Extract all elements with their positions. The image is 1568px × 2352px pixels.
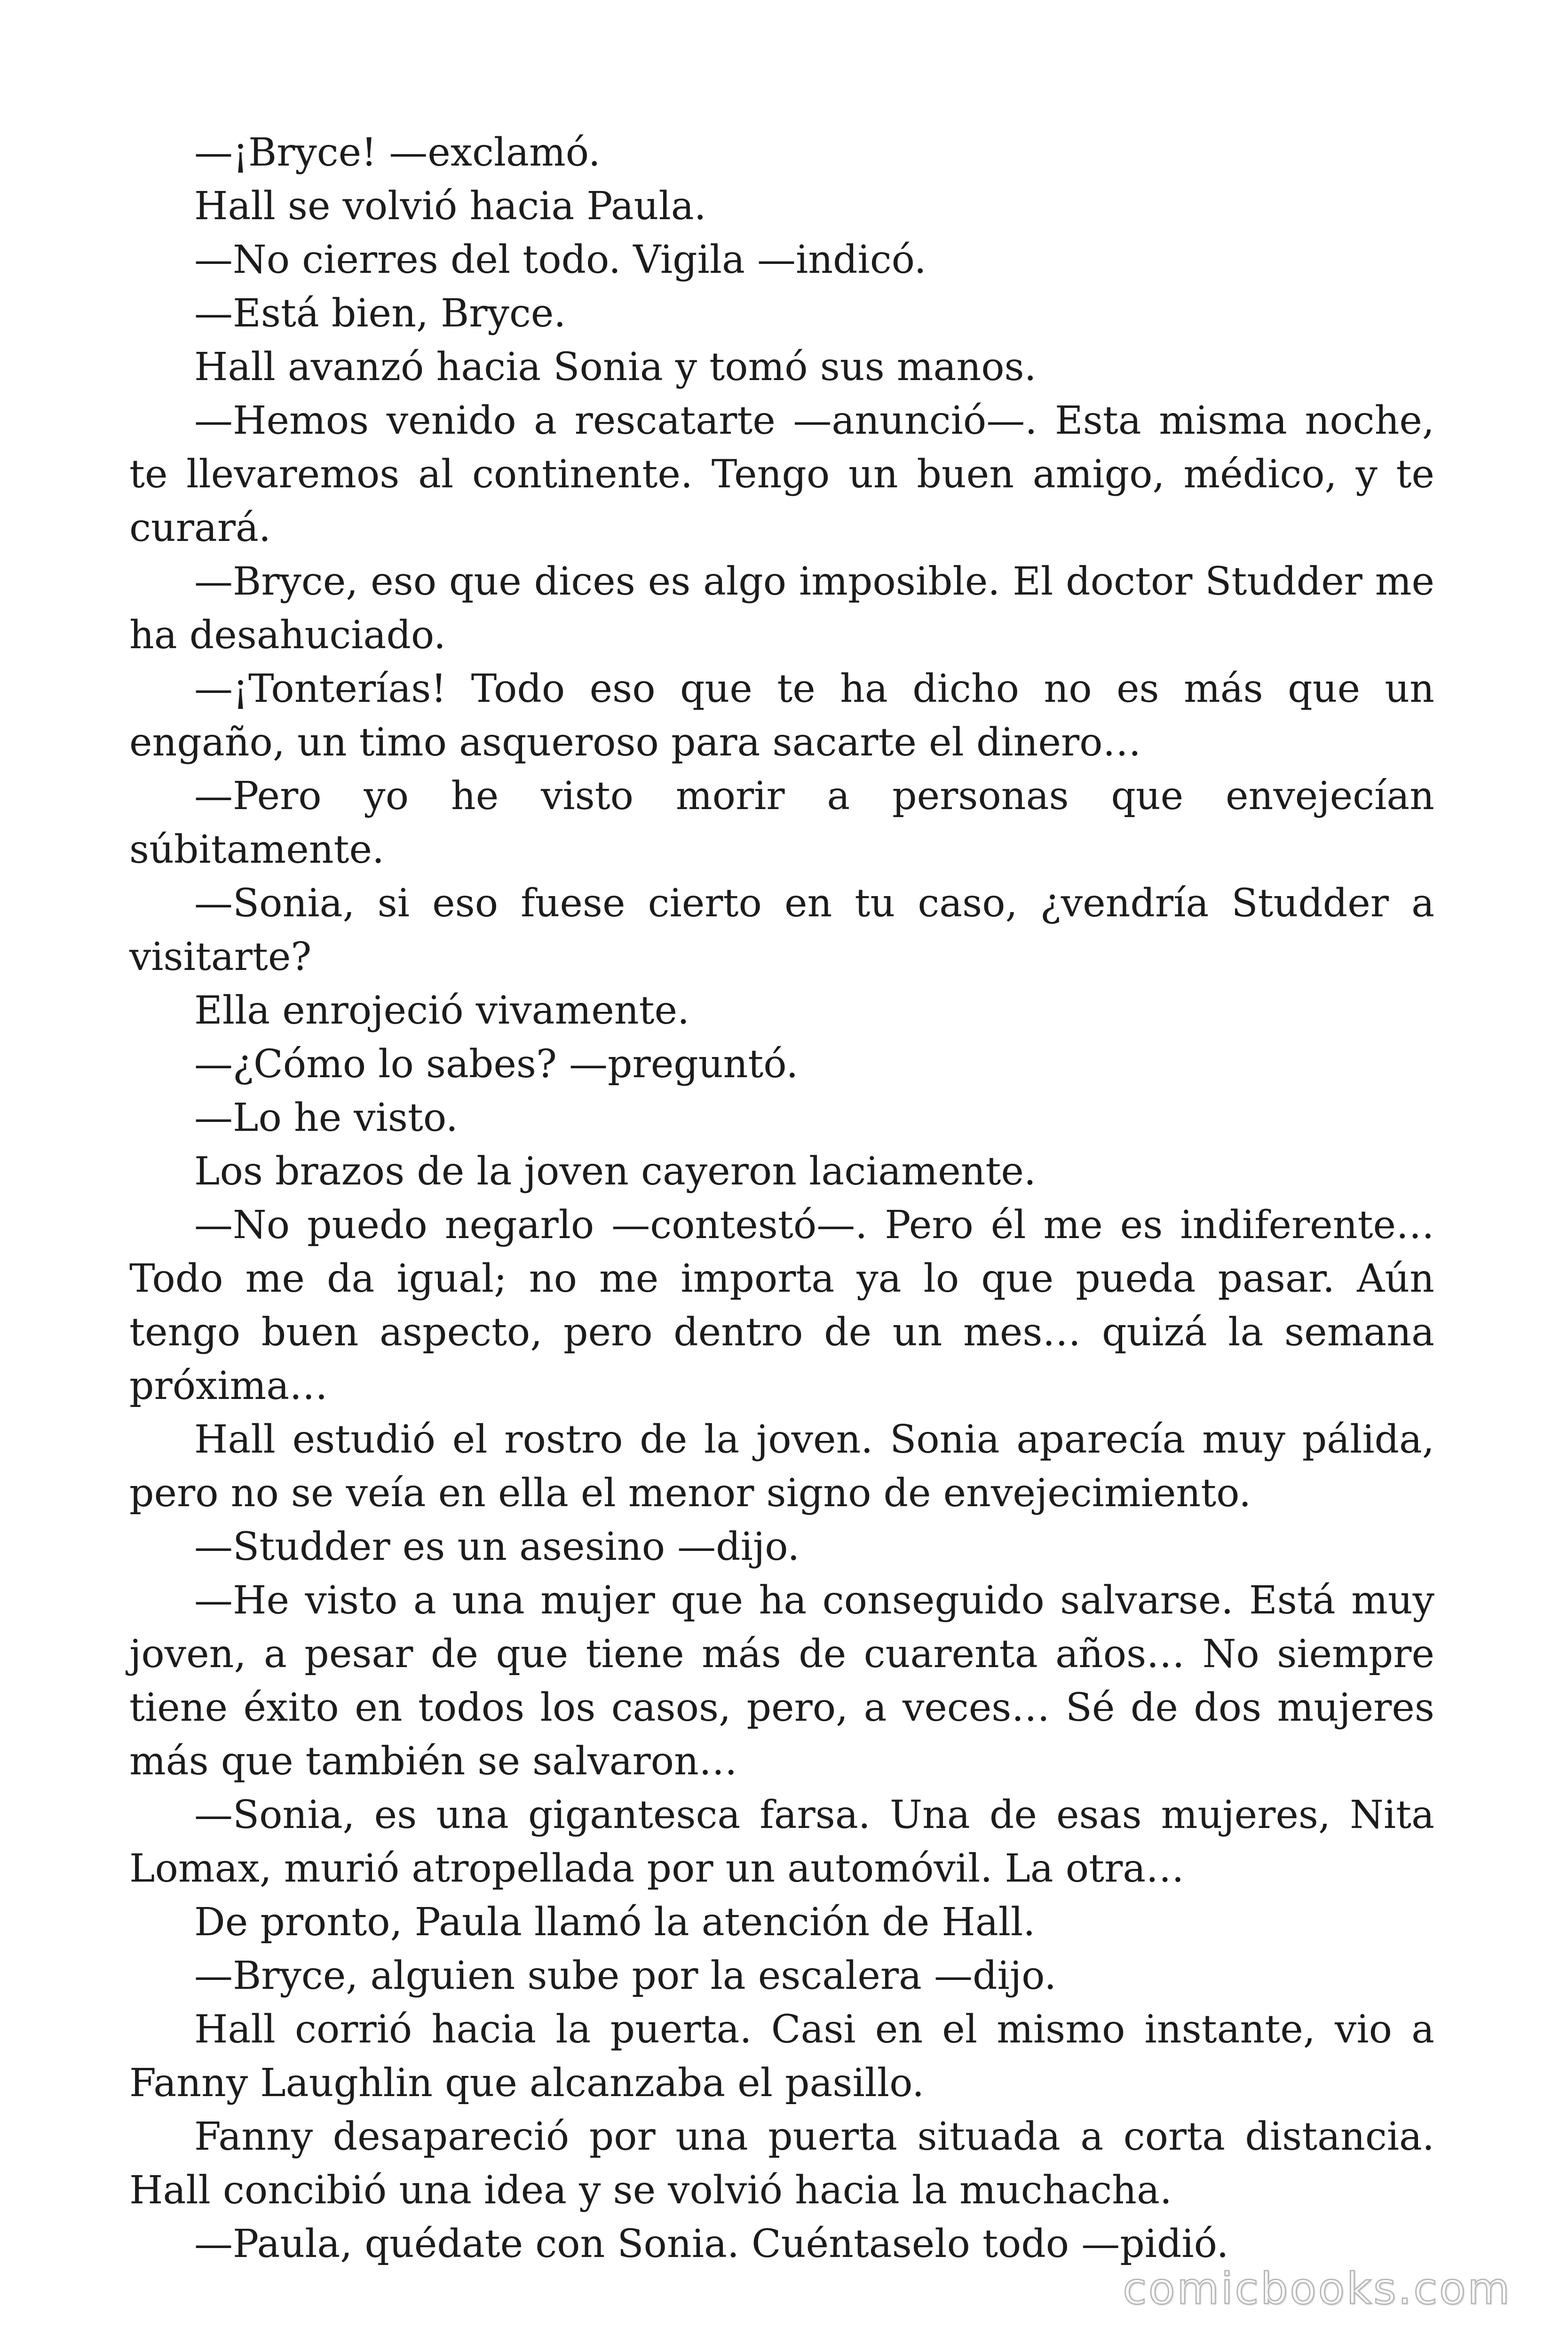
paragraph: —Studder es un asesino —dijo.	[194, 1525, 800, 1569]
paragraph: —¿Cómo lo sabes? —preguntó.	[194, 1042, 799, 1087]
paragraph: Hall estudió el rostro de la joven. Sonia aparecía muy pálida, pero no se veía en ella el menor signo de envejecimiento.	[129, 1417, 1434, 1516]
paragraph: —¡Bryce! —exclamó.	[194, 130, 601, 175]
watermark: comicbooks.com	[1123, 2264, 1512, 2314]
paragraph: Hall corrió hacia la puerta. Casi en el mismo instante, vio a Fanny Laughlin que alcanzaba el pasillo.	[129, 2007, 1434, 2106]
paragraph: —Lo he visto.	[194, 1096, 458, 1140]
paragraph: —Sonia, si eso fuese cierto en tu caso, ¿vendría Studder a visitarte?	[129, 881, 1434, 979]
paragraph: —Pero yo he visto morir a personas que envejecían súbitamente.	[129, 774, 1434, 872]
paragraph: —No cierres del todo. Vigila —indicó.	[194, 238, 927, 282]
paragraph: Fanny desapareció por una puerta situada a corta distancia. Hall concibió una idea y se volvió hacia la muchacha.	[129, 2114, 1434, 2213]
paragraph: —Sonia, es una gigantesca farsa. Una de esas mujeres, Nita Lomax, murió atropellada por un automóvil. La otra…	[129, 1793, 1434, 1891]
paragraph: Ella enrojeció vivamente.	[194, 988, 690, 1033]
paragraph: Hall avanzó hacia Sonia y tomó sus manos.	[194, 345, 1037, 389]
paragraph: Hall se volvió hacia Paula.	[194, 184, 706, 229]
paragraph: —Hemos venido a rescatarte —anunció—. Esta misma noche, te llevaremos al continente. Tengo un buen amigo, médico, y te curará.	[129, 398, 1434, 550]
paragraph: De pronto, Paula llamó la atención de Hall.	[194, 1900, 1036, 1945]
paragraph: Los brazos de la joven cayeron laciamente.	[194, 1149, 1036, 1194]
paragraph: —Bryce, eso que dices es algo imposible. El doctor Studder me ha desahuciado.	[129, 559, 1434, 658]
paragraph: —No puedo negarlo —contestó—. Pero él me es indiferente… Todo me da igual; no me importa ya lo que pueda pasar. Aún tengo buen aspecto, pero dentro de un mes… quizá la semana próxima…	[129, 1203, 1434, 1408]
paragraph: —Paula, quédate con Sonia. Cuéntaselo todo —pidió.	[194, 2222, 1229, 2266]
paragraph: —He visto a una mujer que ha conseguido salvarse. Está muy joven, a pesar de que tiene más de cuarenta años… No siempre tiene éxito en todos los casos, pero, a veces… Sé de dos mujeres más que también se salvaron…	[129, 1578, 1434, 1784]
paragraph: —¡Tonterías! Todo eso que te ha dicho no es más que un engaño, un timo asqueroso para sacarte el dinero…	[129, 667, 1434, 765]
paragraph: —Está bien, Bryce.	[194, 291, 566, 336]
paragraph: —Bryce, alguien sube por la escalera —dijo.	[194, 1954, 1057, 1998]
page-text	[129, 126, 1434, 2271]
